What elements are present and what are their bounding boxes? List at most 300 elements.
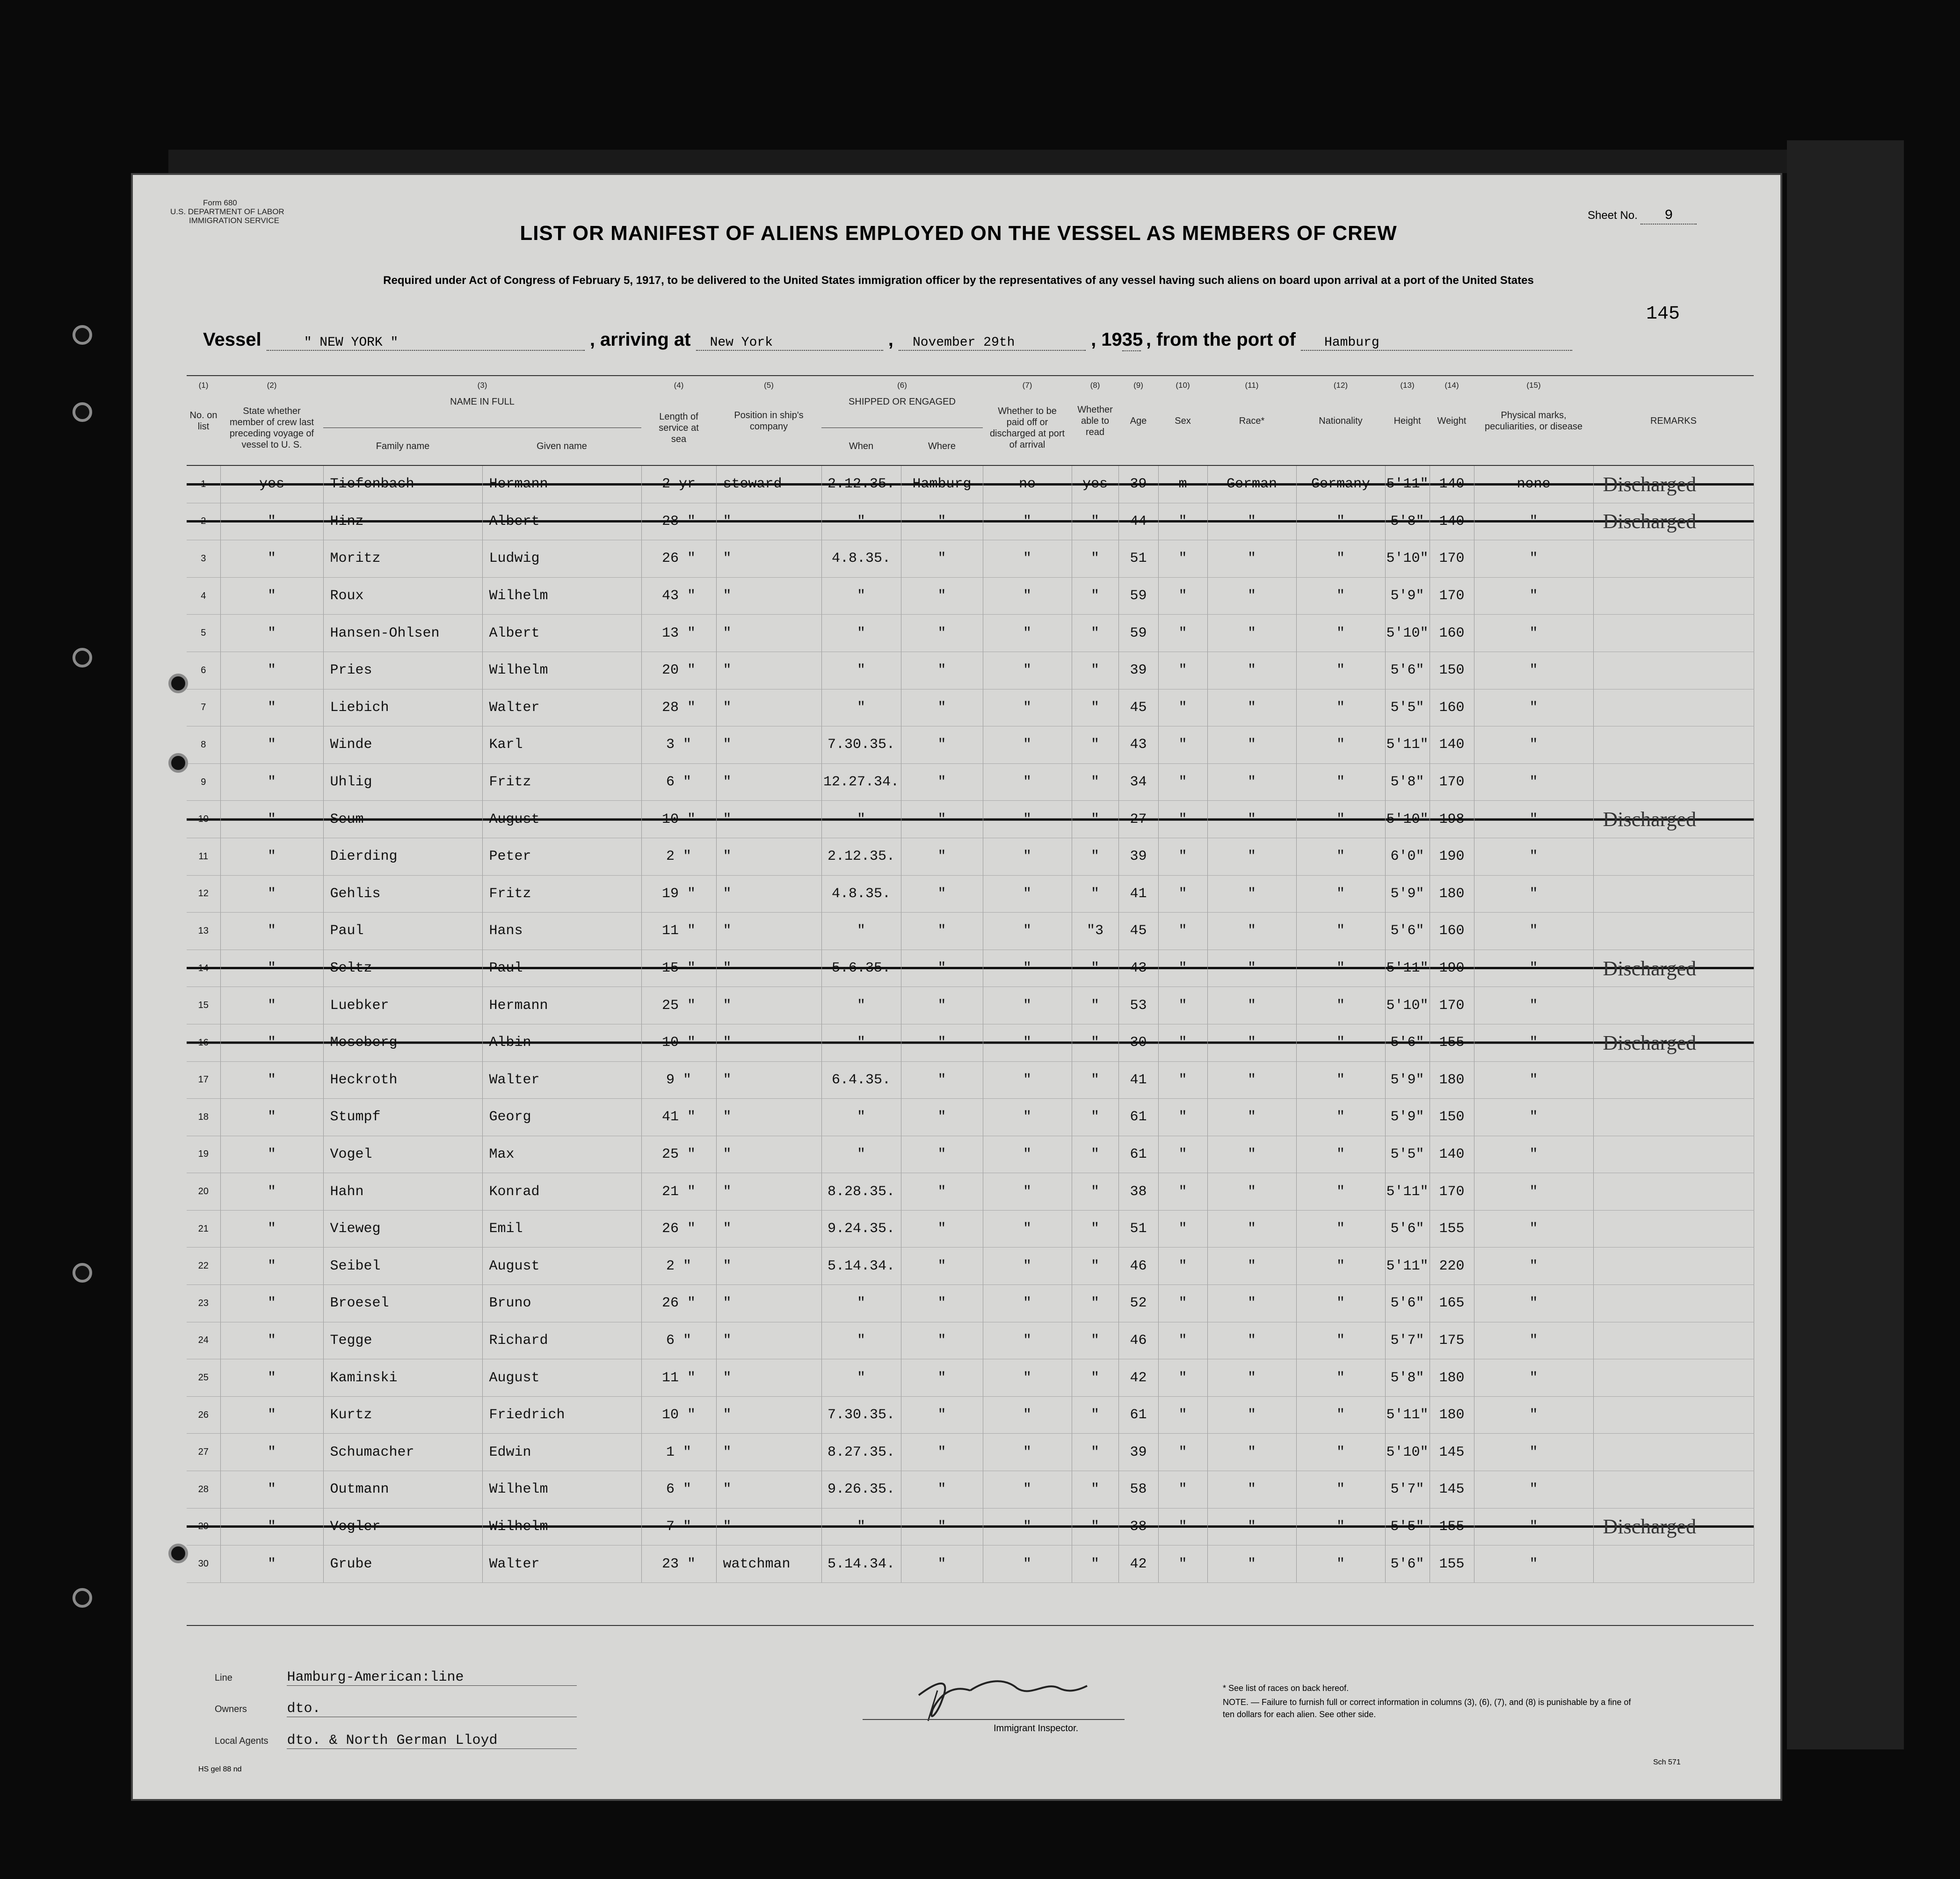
table-row [187, 1359, 1754, 1397]
age-cell: 42 [1118, 1545, 1158, 1583]
service-cell: 2 " [641, 1248, 716, 1285]
nationality-cell: " [1296, 913, 1385, 950]
col-num-4: (4) [674, 381, 684, 390]
weight-cell: 170 [1430, 540, 1474, 578]
position-cell: " [716, 838, 821, 875]
nationality-cell: " [1296, 875, 1385, 913]
paid-off-cell: " [983, 838, 1072, 875]
scan-border-right [1787, 140, 1904, 1749]
prev-voyage-cell: " [220, 1471, 323, 1509]
prev-voyage-cell: " [220, 801, 323, 838]
prev-voyage-cell: " [220, 1099, 323, 1136]
sex-cell: " [1158, 1173, 1207, 1211]
prev-voyage-cell: " [220, 503, 323, 540]
paid-off-cell: " [983, 1285, 1072, 1322]
able-to-read-cell: " [1072, 1322, 1118, 1359]
table-row [187, 875, 1754, 913]
age-cell: 44 [1118, 503, 1158, 540]
position-cell: watchman [716, 1545, 821, 1583]
footer-agents [215, 1733, 577, 1749]
age-cell: 51 [1118, 540, 1158, 578]
remarks-cell [1593, 1210, 1754, 1248]
family-name-cell: Winde [323, 726, 482, 764]
able-to-read-cell: " [1072, 726, 1118, 764]
able-to-read-cell: yes [1072, 466, 1118, 503]
row-number: 5 [187, 615, 220, 652]
family-name-cell: Liebich [323, 689, 482, 726]
prev-voyage-cell: " [220, 1508, 323, 1545]
race-cell: " [1207, 652, 1296, 689]
paid-off-cell: " [983, 577, 1072, 615]
shipped-where-cell: " [901, 950, 983, 987]
shipped-when-cell: " [821, 801, 901, 838]
family-name-cell: Outmann [323, 1471, 482, 1509]
remarks-cell [1593, 652, 1754, 689]
able-to-read-cell: " [1072, 987, 1118, 1024]
shipped-where-cell: " [901, 1471, 983, 1509]
paid-off-cell: " [983, 1099, 1072, 1136]
prev-voyage-cell: " [220, 652, 323, 689]
service-cell: 2 " [641, 838, 716, 875]
family-name-cell: Gehlis [323, 875, 482, 913]
col-header-paid-off: Whether to be paid off or discharged at port of arrival [989, 406, 1065, 450]
row-number: 12 [187, 875, 220, 913]
height-cell: 5'9" [1385, 875, 1430, 913]
table-row [187, 689, 1754, 726]
sex-cell: " [1158, 1285, 1207, 1322]
paid-off-cell: " [983, 1173, 1072, 1211]
service-cell: 2 yr [641, 466, 716, 503]
given-name-cell: Hermann [482, 466, 641, 503]
height-cell: 5'8" [1385, 503, 1430, 540]
paid-off-cell: no [983, 466, 1072, 503]
paid-off-cell: " [983, 1508, 1072, 1545]
row-number: 26 [187, 1396, 220, 1434]
nationality-cell: " [1296, 689, 1385, 726]
able-to-read-cell: " [1072, 1173, 1118, 1211]
prev-voyage-cell: " [220, 1061, 323, 1099]
height-cell: 5'11" [1385, 1396, 1430, 1434]
nationality-cell: " [1296, 1545, 1385, 1583]
sex-cell: " [1158, 1508, 1207, 1545]
paid-off-cell: " [983, 540, 1072, 578]
remarks-cell [1593, 540, 1754, 578]
family-name-cell: Uhlig [323, 763, 482, 801]
service-cell: 9 " [641, 1061, 716, 1099]
height-cell: 5'9" [1385, 1061, 1430, 1099]
sex-cell: " [1158, 875, 1207, 913]
service-cell: 25 " [641, 987, 716, 1024]
crew-table [187, 466, 1754, 1583]
able-to-read-cell: " [1072, 652, 1118, 689]
nationality-cell: " [1296, 1210, 1385, 1248]
height-cell: 5'11" [1385, 1248, 1430, 1285]
race-cell: " [1207, 1545, 1296, 1583]
remarks-cell [1593, 1173, 1754, 1211]
shipped-when-cell: " [821, 577, 901, 615]
page-number: 145 [1646, 304, 1680, 325]
marks-cell: none [1474, 466, 1593, 503]
paid-off-cell: " [983, 801, 1072, 838]
race-cell: " [1207, 1471, 1296, 1509]
remarks-cell: Discharged [1593, 950, 1754, 987]
table-bottom-rule [187, 1625, 1754, 1626]
table-row [187, 1248, 1754, 1285]
service-cell: 43 " [641, 577, 716, 615]
remarks-cell [1593, 1545, 1754, 1583]
remarks-cell [1593, 1434, 1754, 1471]
service-cell: 20 " [641, 652, 716, 689]
prev-voyage-cell: yes [220, 466, 323, 503]
table-row [187, 1099, 1754, 1136]
sheet-label: Sheet No. [1588, 209, 1638, 222]
col-num-15: (15) [1526, 381, 1541, 390]
prev-voyage-cell: " [220, 1322, 323, 1359]
form-header [170, 198, 284, 225]
footer-line [215, 1669, 577, 1686]
sex-cell: " [1158, 615, 1207, 652]
position-cell: " [716, 1099, 821, 1136]
prev-voyage-cell: " [220, 838, 323, 875]
fine-note: NOTE. — Failure to furnish full or correct information in columns (3), (6), (7), and (8) is punishable by a fine of ten dollars for each alien. See other side. [1223, 1698, 1631, 1719]
owners-value: dto. [287, 1701, 577, 1717]
shipped-when-cell: " [821, 503, 901, 540]
remarks-cell [1593, 913, 1754, 950]
weight-cell: 155 [1430, 1545, 1474, 1583]
shipped-when-cell: 4.8.35. [821, 875, 901, 913]
age-cell: 46 [1118, 1248, 1158, 1285]
table-row [187, 1285, 1754, 1322]
shipped-where-cell: " [901, 1396, 983, 1434]
row-number: 14 [187, 950, 220, 987]
sex-cell: " [1158, 1099, 1207, 1136]
table-row [187, 1434, 1754, 1471]
service-cell: 25 " [641, 1136, 716, 1173]
family-name-cell: Schumacher [323, 1434, 482, 1471]
shipped-where-cell: " [901, 838, 983, 875]
prev-voyage-cell: " [220, 1024, 323, 1061]
prev-voyage-cell: " [220, 875, 323, 913]
prev-voyage-cell: " [220, 1359, 323, 1397]
given-name-cell: Wilhelm [482, 1508, 641, 1545]
shipped-when-cell: 9.24.35. [821, 1210, 901, 1248]
row-number: 13 [187, 913, 220, 950]
shipped-when-cell: 8.28.35. [821, 1173, 901, 1211]
given-name-cell: Ludwig [482, 540, 641, 578]
nationality-cell: " [1296, 1285, 1385, 1322]
paid-off-cell: " [983, 763, 1072, 801]
family-name-cell: Seltz [323, 950, 482, 987]
family-name-cell: Kurtz [323, 1396, 482, 1434]
position-cell: " [716, 1210, 821, 1248]
race-cell: " [1207, 577, 1296, 615]
height-cell: 5'10" [1385, 615, 1430, 652]
shipped-where-cell: " [901, 1508, 983, 1545]
binder-hole [73, 402, 92, 422]
family-name-cell: Paul [323, 913, 482, 950]
shipped-when-cell: " [821, 1322, 901, 1359]
paid-off-cell: " [983, 1136, 1072, 1173]
height-cell: 6'0" [1385, 838, 1430, 875]
table-row [187, 1508, 1754, 1545]
row-number: 24 [187, 1322, 220, 1359]
position-cell: " [716, 1061, 821, 1099]
year-prefix: , 19 [1091, 329, 1122, 350]
table-row [187, 1024, 1754, 1061]
height-cell: 5'9" [1385, 577, 1430, 615]
nationality-cell: " [1296, 763, 1385, 801]
paid-off-cell: " [983, 689, 1072, 726]
col-header-weight: Weight [1437, 416, 1466, 426]
shipped-where-cell: " [901, 1248, 983, 1285]
service-cell: 28 " [641, 689, 716, 726]
col-header-service: Length of service at sea [659, 412, 699, 444]
marks-cell: " [1474, 1285, 1593, 1322]
table-row [187, 987, 1754, 1024]
given-name-cell: Konrad [482, 1173, 641, 1211]
sex-cell: " [1158, 689, 1207, 726]
race-cell: " [1207, 1210, 1296, 1248]
marks-cell: " [1474, 689, 1593, 726]
paid-off-cell: " [983, 1471, 1072, 1509]
marks-cell: " [1474, 950, 1593, 987]
shipped-when-cell: " [821, 1508, 901, 1545]
nationality-cell: " [1296, 1136, 1385, 1173]
table-row [187, 1210, 1754, 1248]
remarks-cell: Discharged [1593, 1024, 1754, 1061]
shipped-where-cell: " [901, 689, 983, 726]
weight-cell: 175 [1430, 1322, 1474, 1359]
row-number: 19 [187, 1136, 220, 1173]
table-row [187, 540, 1754, 578]
row-number: 25 [187, 1359, 220, 1397]
position-cell: " [716, 1471, 821, 1509]
paid-off-cell: " [983, 1210, 1072, 1248]
able-to-read-cell: " [1072, 1061, 1118, 1099]
marks-cell: " [1474, 1396, 1593, 1434]
prev-voyage-cell: " [220, 1248, 323, 1285]
paid-off-cell: " [983, 913, 1072, 950]
given-name-cell: Emil [482, 1210, 641, 1248]
height-cell: 5'6" [1385, 913, 1430, 950]
weight-cell: 170 [1430, 987, 1474, 1024]
weight-cell: 190 [1430, 838, 1474, 875]
family-name-cell: Dierding [323, 838, 482, 875]
weight-cell: 170 [1430, 763, 1474, 801]
row-number: 18 [187, 1099, 220, 1136]
position-cell: " [716, 1434, 821, 1471]
age-cell: 51 [1118, 1210, 1158, 1248]
family-name-cell: Seibel [323, 1248, 482, 1285]
vessel-label: Vessel [203, 329, 261, 350]
position-cell: " [716, 1322, 821, 1359]
given-name-cell: Albert [482, 503, 641, 540]
family-name-cell: Hahn [323, 1173, 482, 1211]
weight-cell: 140 [1430, 726, 1474, 764]
remarks-cell [1593, 1359, 1754, 1397]
position-cell: " [716, 1024, 821, 1061]
col-header-given: Given name [537, 441, 587, 451]
binder-hole [168, 753, 188, 773]
row-number: 2 [187, 503, 220, 540]
marks-cell: " [1474, 652, 1593, 689]
remarks-cell [1593, 1396, 1754, 1434]
shipped-when-cell: 6.4.35. [821, 1061, 901, 1099]
age-cell: 39 [1118, 838, 1158, 875]
family-name-cell: Broesel [323, 1285, 482, 1322]
nationality-cell: " [1296, 652, 1385, 689]
paid-off-cell: " [983, 1322, 1072, 1359]
family-name-cell: Hinz [323, 503, 482, 540]
shipped-where-cell: " [901, 913, 983, 950]
weight-cell: 180 [1430, 1359, 1474, 1397]
binder-hole [73, 325, 92, 345]
service-cell: 3 " [641, 726, 716, 764]
col-header-read: Whether able to read [1077, 405, 1113, 437]
table-row [187, 1471, 1754, 1509]
weight-cell: 170 [1430, 577, 1474, 615]
shipped-where-cell: Hamburg [901, 466, 983, 503]
able-to-read-cell: " [1072, 577, 1118, 615]
nationality-cell: " [1296, 577, 1385, 615]
able-to-read-cell: " [1072, 1471, 1118, 1509]
given-name-cell: Friedrich [482, 1396, 641, 1434]
sex-cell: " [1158, 801, 1207, 838]
able-to-read-cell: " [1072, 1434, 1118, 1471]
race-cell: " [1207, 1396, 1296, 1434]
shipped-where-cell: " [901, 1359, 983, 1397]
family-name-cell: Luebker [323, 987, 482, 1024]
weight-cell: 180 [1430, 1396, 1474, 1434]
service-cell: 11 " [641, 1359, 716, 1397]
able-to-read-cell: " [1072, 838, 1118, 875]
sex-cell: " [1158, 1136, 1207, 1173]
family-name-cell: Tiefenbach [323, 466, 482, 503]
agents-label: Local Agents [215, 1736, 269, 1746]
col-num-8: (8) [1090, 381, 1100, 390]
nationality-cell: " [1296, 1248, 1385, 1285]
col-header-height: Height [1394, 416, 1421, 426]
paid-off-cell: " [983, 1396, 1072, 1434]
sex-cell: " [1158, 950, 1207, 987]
age-cell: 41 [1118, 875, 1158, 913]
height-cell: 5'9" [1385, 1099, 1430, 1136]
paid-off-cell: " [983, 503, 1072, 540]
col-header-shipped: SHIPPED OR ENGAGED [849, 397, 956, 407]
row-number: 4 [187, 577, 220, 615]
family-name-cell: Roux [323, 577, 482, 615]
height-cell: 5'10" [1385, 540, 1430, 578]
position-cell: " [716, 689, 821, 726]
weight-cell: 180 [1430, 1061, 1474, 1099]
position-cell: " [716, 950, 821, 987]
nationality-cell: " [1296, 1471, 1385, 1509]
shipped-when-cell: " [821, 1285, 901, 1322]
marks-cell: " [1474, 913, 1593, 950]
given-name-cell: Paul [482, 950, 641, 987]
table-row [187, 466, 1754, 503]
age-cell: 43 [1118, 726, 1158, 764]
age-cell: 43 [1118, 950, 1158, 987]
col-header-no: No. on list [189, 410, 218, 432]
weight-cell: 165 [1430, 1285, 1474, 1322]
given-name-cell: Hans [482, 913, 641, 950]
race-cell: " [1207, 950, 1296, 987]
comma: , [888, 329, 893, 350]
table-row [187, 1061, 1754, 1099]
shipped-where-cell: " [901, 726, 983, 764]
age-cell: 58 [1118, 1471, 1158, 1509]
table-row [187, 652, 1754, 689]
shipped-when-cell: 8.27.35. [821, 1434, 901, 1471]
able-to-read-cell: " [1072, 1099, 1118, 1136]
shipped-when-cell: 2.12.35. [821, 838, 901, 875]
remarks-cell [1593, 1248, 1754, 1285]
table-row [187, 1173, 1754, 1211]
shipped-where-cell: " [901, 1322, 983, 1359]
height-cell: 5'6" [1385, 1024, 1430, 1061]
family-name-cell: Heckroth [323, 1061, 482, 1099]
shipped-where-cell: " [901, 1024, 983, 1061]
nationality-cell: " [1296, 838, 1385, 875]
age-cell: 39 [1118, 466, 1158, 503]
height-cell: 5'10" [1385, 1434, 1430, 1471]
paid-off-cell: " [983, 1434, 1072, 1471]
nationality-cell: " [1296, 950, 1385, 987]
race-cell: " [1207, 1322, 1296, 1359]
marks-cell: " [1474, 615, 1593, 652]
weight-cell: 198 [1430, 801, 1474, 838]
prev-voyage-cell: " [220, 950, 323, 987]
given-name-cell: Hermann [482, 987, 641, 1024]
row-number: 1 [187, 466, 220, 503]
shipped-where-cell: " [901, 577, 983, 615]
family-name-cell: Hansen-Ohlsen [323, 615, 482, 652]
vessel-name: " NEW YORK " [267, 335, 585, 351]
weight-cell: 190 [1430, 950, 1474, 987]
table-row [187, 801, 1754, 838]
shipped-when-cell: " [821, 652, 901, 689]
family-name-cell: Moseberg [323, 1024, 482, 1061]
remarks-cell: Discharged [1593, 503, 1754, 540]
age-cell: 39 [1118, 1434, 1158, 1471]
race-cell: " [1207, 1099, 1296, 1136]
shipped-when-cell: 5.14.34. [821, 1248, 901, 1285]
arrival-date: November 29th [899, 335, 1086, 351]
col-header-when: When [849, 441, 874, 451]
vessel-line [203, 329, 1572, 351]
family-name-cell: Grube [323, 1545, 482, 1583]
given-name-cell: Wilhelm [482, 1471, 641, 1509]
agents-value: dto. & North German Lloyd [287, 1733, 577, 1749]
race-cell: " [1207, 1434, 1296, 1471]
family-name-cell: Stumpf [323, 1099, 482, 1136]
marks-cell: " [1474, 503, 1593, 540]
col-header-name: NAME IN FULL [450, 397, 515, 407]
shipped-where-cell: " [901, 1434, 983, 1471]
col-num-14: (14) [1445, 381, 1459, 390]
weight-cell: 155 [1430, 1210, 1474, 1248]
service-cell: 1 " [641, 1434, 716, 1471]
marks-cell: " [1474, 987, 1593, 1024]
position-cell: " [716, 1359, 821, 1397]
age-cell: 52 [1118, 1285, 1158, 1322]
shipped-where-cell: " [901, 1210, 983, 1248]
owners-label: Owners [215, 1704, 247, 1714]
paid-off-cell: " [983, 950, 1072, 987]
age-cell: 59 [1118, 577, 1158, 615]
given-name-cell: August [482, 1248, 641, 1285]
